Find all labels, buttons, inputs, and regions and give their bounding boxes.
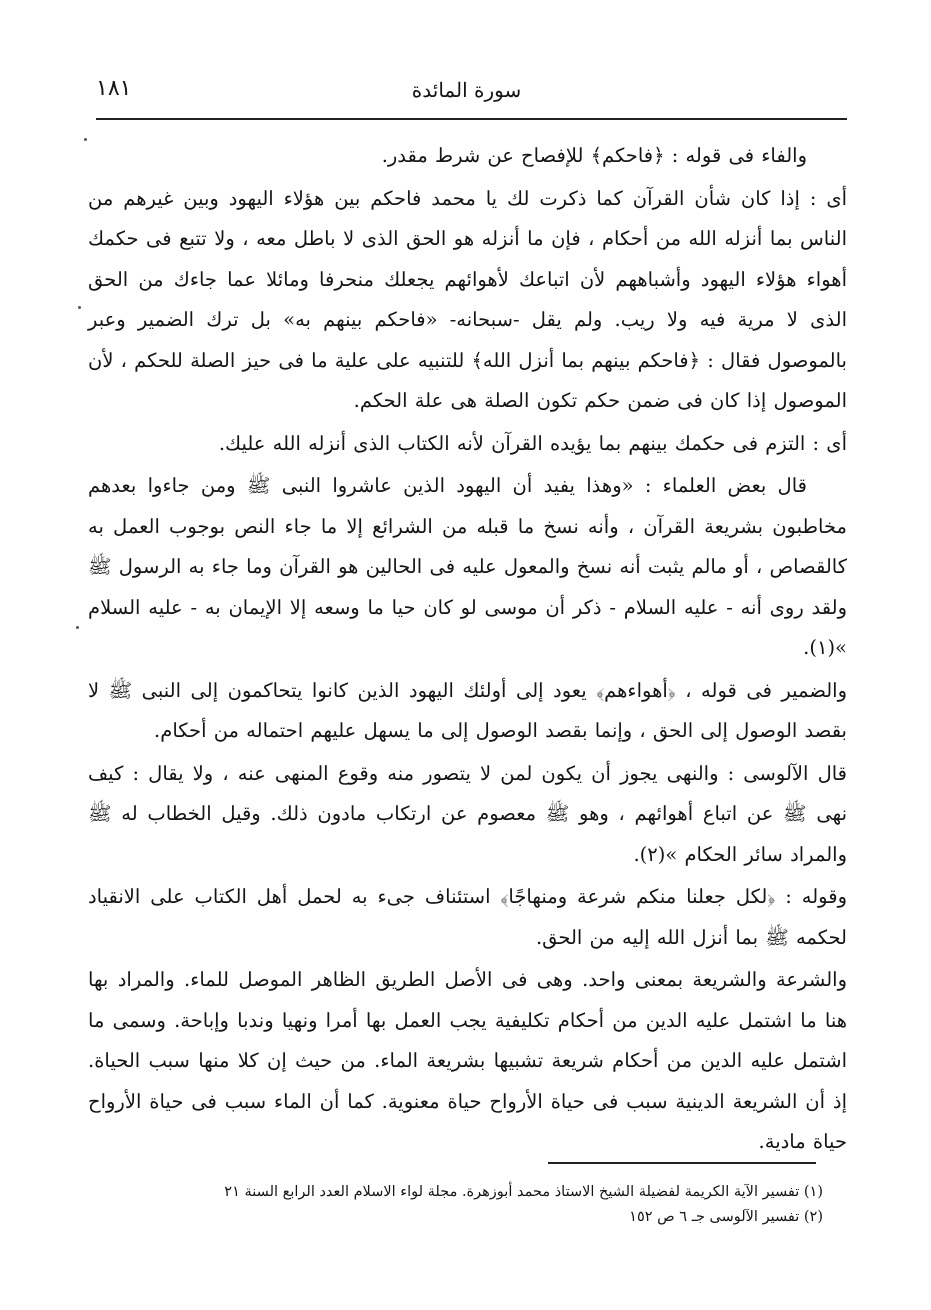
body-text xyxy=(88,136,847,1165)
footnote-2: (٢) تفسير الآلوسى جـ ٦ ص ١٥٢ xyxy=(629,1209,823,1225)
scan-speck xyxy=(76,626,79,629)
page-number: ١٨١ xyxy=(96,76,132,101)
paragraph-1: والفاء فى قوله : ﴿فاحكم﴾ للإفصاح عن شرط مقدر. xyxy=(381,144,807,167)
paragraph-6: قال الآلوسى : والنهى يجوز أن يكون لمن لا يتصور منه وقوع المنهى عنه ، ولا يقال : كيف نهى ﷺ عن اتباع أهوائهم ، وهو ﷺ معصوم عن ارتكاب مادون ذلك. وقيل الخطاب له ﷺ والمراد سائر الحكام »(٢). xyxy=(88,761,847,866)
footnote-divider xyxy=(548,1162,816,1164)
paragraph-4: قال بعض العلماء : «وهذا يفيد أن اليهود الذين عاشروا النبى ﷺ ومن جاءوا بعدهم مخاطبون بشريعة القرآن ، وأنه نسخ ما قبله من الشرائع إلا ما جاء النص بوجوب العمل به كالقصاص ، أو مالم يثبت أنه نسخ والمعول عليه فى الحالين هو القرآن وما جاء به الرسول ﷺ ولقد روى أنه - عليه السلام - ذكر أن موسى لو كان حيا ما وسعه إلا الإيمان به - عليه السلام »(١). xyxy=(88,474,847,659)
paragraph-8: والشرعة والشريعة بمعنى واحد. وهى فى الأصل الطريق الظاهر الموصل للماء. والمراد بها هنا ما اشتمل عليه الدين من أحكام تكليفية يجب العمل بها أمرا ونهيا وندبا وإباحة. وسمى ما اشتمل عليه الدين من أحكام شريعة تشبيها بشريعة الماء. من حيث إن كلا منها سبب الحياة. إذ أن الشريعة الدينية سبب فى حياة الأرواح حياة معنوية. كما أن الماء سبب فى حياة الأرواح حياة مادية. xyxy=(88,968,847,1153)
paragraph-7: وقوله : ﴿لكل جعلنا منكم شرعة ومنهاجًا﴾ استئناف جىء به لحمل أهل الكتاب على الانقياد لحكمه ﷺ بما أنزل الله إليه من الحق. xyxy=(88,885,847,949)
header-divider xyxy=(96,118,847,120)
paragraph-2: أى : إذا كان شأن القرآن كما ذكرت لك يا محمد فاحكم بين هؤلاء اليهود وبين غيرهم من الناس بما أنزله الله من أحكام ، فإن ما أنزله هو الحق الذى لا باطل معه ، ولا تتبع فى حكمك أهواء هؤلاء اليهود وأشباههم لأن اتباعك لأهوائهم يجعلك منحرفا ومائلا عما جاءك من الحق الذى لا مرية فيه ولا ريب. ولم يقل -سبحانه- «فاحكم بينهم به» بل ترك الضمير وعبر بالموصول فقال : ﴿فاحكم بينهم بما أنزل الله﴾ للتنبيه على علية ما فى حيز الصلة للحكم ، لأن الموصول إذا كان فى ضمن حكم تكون الصلة هى علة الحكم. xyxy=(88,186,847,412)
paragraph-3: أى : التزم فى حكمك بينهم بما يؤيده القرآن لأنه الكتاب الذى أنزله الله عليك. xyxy=(218,431,847,455)
footnotes xyxy=(96,1180,823,1230)
scan-speck xyxy=(78,306,81,309)
paragraph-5: والضمير فى قوله ، ﴿أهواءهم﴾ يعود إلى أولئك اليهود الذين كانوا يتحاكمون إلى النبى ﷺ لا بقصد الوصول إلى الحق ، وإنما بقصد الوصول إلى ما يسهل عليهم احتماله من أحكام. xyxy=(88,678,847,742)
footnote-1: (١) تفسير الآية الكريمة لفضيلة الشيخ الاستاذ محمد أبوزهرة. مجلة لواء الاسلام العدد الرابع السنة ٢١ xyxy=(224,1184,823,1200)
surah-title: سورة المائدة xyxy=(411,78,522,102)
scan-speck xyxy=(84,138,87,141)
page-header xyxy=(96,70,837,116)
